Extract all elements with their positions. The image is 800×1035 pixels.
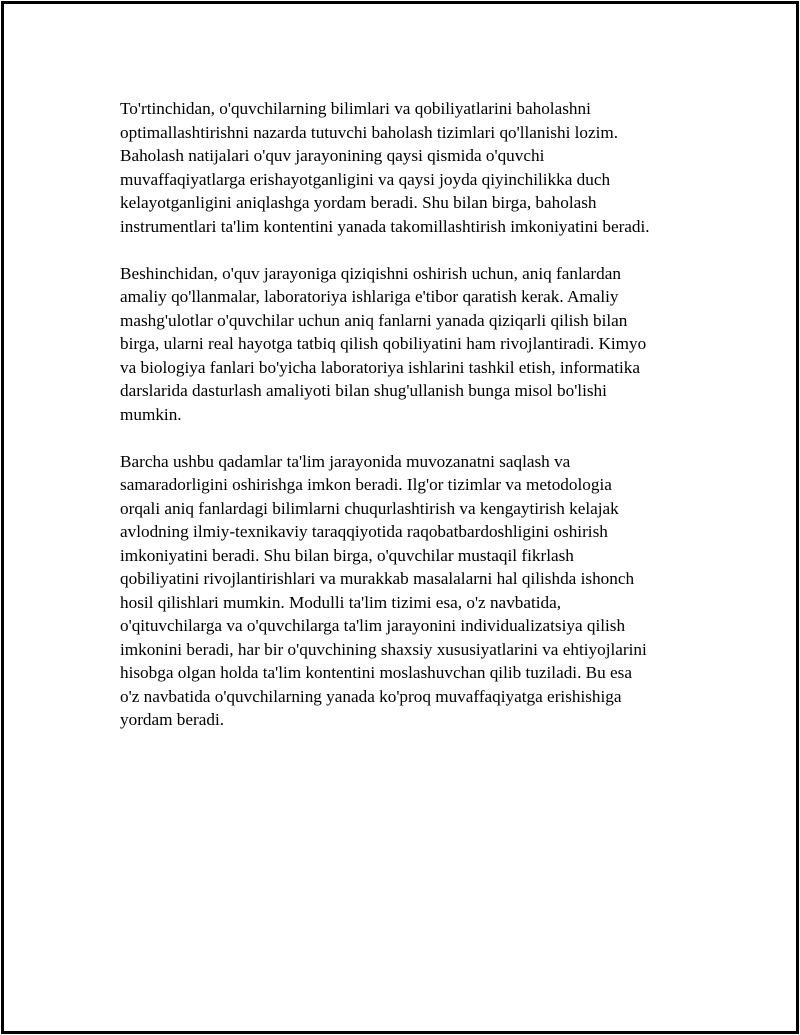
text-line: avlodning ilmiy-texnikaviy taraqqiyotida raqobatbardoshligini oshirish xyxy=(120,522,608,541)
text-line: o'z navbatida o'quvchilarning yanada ko'proq muvaffaqiyatga erishishiga xyxy=(120,686,622,706)
text-line: yordam beradi. xyxy=(120,710,225,729)
text-line: birga, ularni real hayotga tatbiq qilish qobiliyatini ham rivojlantiradi. Kimyo xyxy=(120,334,647,353)
paragraph-conclusion xyxy=(120,450,710,732)
text-line: orqali aniq fanlardagi bilimlarni chuqurlashtirish va kengaytirish kelajak xyxy=(120,498,619,518)
text-line: samaradorligini oshirishga imkon beradi. Ilg'or tizimlar va metodologia xyxy=(120,475,612,494)
text-line: imkoniyatini beradi. Shu bilan birga, o'quvchilar mustaqil fikrlash xyxy=(120,545,574,565)
text-line: instrumentlari ta'lim kontentini yanada takomillashtirish imkoniyatini beradi. xyxy=(120,216,650,236)
text-line: To'rtinchidan, o'quvchilarning bilimlari va qobiliyatlarini baholashni xyxy=(120,99,591,118)
text-line: va biologiya fanlari bo'yicha laboratoriya ishlarini tashkil etish, informatika xyxy=(120,357,641,377)
text-line: kelayotganligini aniqlashga yordam beradi. Shu bilan birga, baholash xyxy=(120,193,597,212)
document-body xyxy=(120,97,710,755)
text-line: mumkin. xyxy=(120,404,182,424)
text-line: Baholash natijalari o'quv jarayonining qaysi qismida o'quvchi xyxy=(120,146,545,165)
text-line: amaliy qo'llanmalar, laboratoriya ishlariga e'tibor qaratish kerak. Amaliy xyxy=(120,287,619,306)
text-line: o'qituvchilarga va o'quvchilarga ta'lim jarayonini individualizatsiya qilish xyxy=(120,616,626,635)
page-frame xyxy=(1,1,799,1034)
text-line: imkonini beradi, har bir o'quvchining shaxsiy xususiyatlarini va ehtiyojlarini xyxy=(120,639,647,659)
paragraph-assessment xyxy=(120,97,710,238)
text-line: hisobga olgan holda ta'lim kontentini moslashuvchan qilib tuziladi. Bu esa xyxy=(120,663,632,682)
text-line: hosil qilishlari mumkin. Modulli ta'lim tizimi esa, o'z navbatida, xyxy=(120,592,562,612)
text-line: qobiliyatini rivojlantirishlari va murakkab masalalarni hal qilishda ishonch xyxy=(120,569,635,588)
text-line: optimallashtirishni nazarda tutuvchi baholash tizimlari qo'llanishi lozim. xyxy=(120,122,619,142)
text-line: Barcha ushbu qadamlar ta'lim jarayonida muvozanatni saqlash va xyxy=(120,451,571,471)
text-line: mashg'ulotlar o'quvchilar uchun aniq fanlarni yanada qiziqarli qilish bilan xyxy=(120,310,628,330)
text-line: Beshinchidan, o'quv jarayoniga qiziqishni oshirish uchun, aniq fanlardan xyxy=(120,263,621,283)
text-line: muvaffaqiyatlarga erishayotganligini va qaysi joyda qiyinchilikka duch xyxy=(120,169,611,189)
text-line: darslarida dasturlash amaliyoti bilan shug'ullanish bunga misol bo'lishi xyxy=(120,381,607,400)
paragraph-practical xyxy=(120,262,710,427)
